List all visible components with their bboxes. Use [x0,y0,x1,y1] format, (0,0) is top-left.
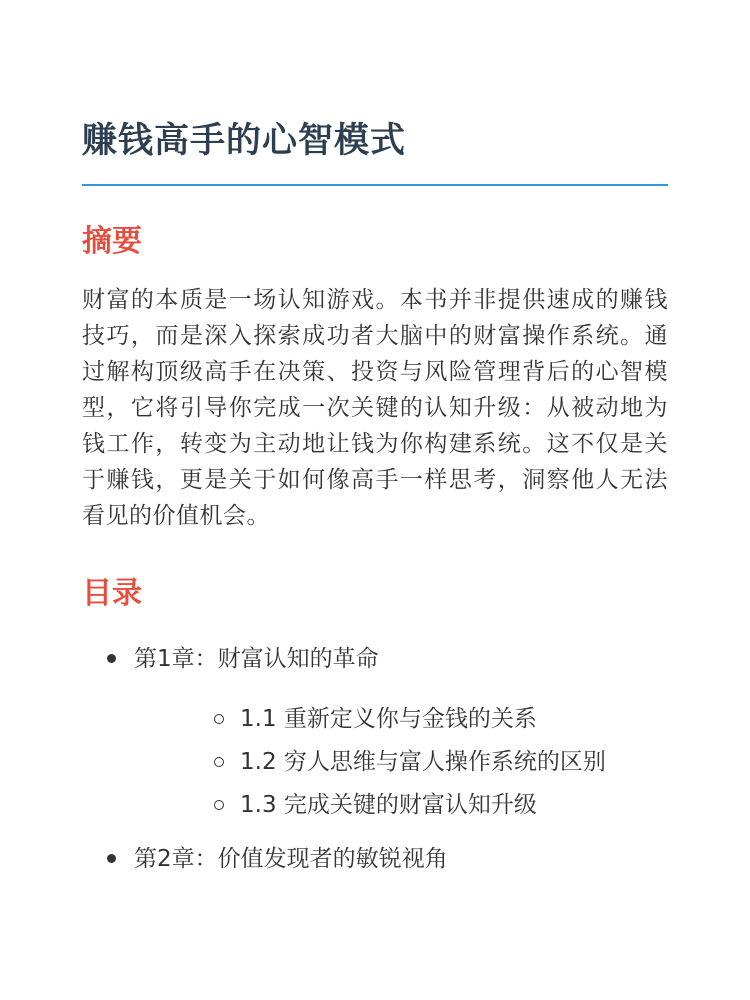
toc-section-1-1 [186,700,668,738]
abstract-text: 财富的本质是一场认知游戏。本书并非提供速成的赚钱技巧，而是深入探索成功者大脑中的财富操作系统。通过解构顶级高手在决策、投资与风险管理背后的心智模型，它将引导你完成一次关键的认知升级：从被动地为钱工作，转变为主动地让钱为你构建系统。这不仅是关于赚钱，更是关于如何像高手一样思考，洞察他人无法看见的价值机会。 [82,287,668,529]
bullet-circle-icon [214,800,224,810]
abstract-heading: 摘要 [82,224,142,259]
toc-section-1-2 [186,743,668,781]
bullet-circle-icon [214,757,224,767]
toc-heading: 目录 [82,576,142,611]
chapter-label: 第1章：财富认知的革命 [134,646,379,672]
toc-chapter-1 [82,642,668,824]
section-label: 1.2 穷人思维与富人操作系统的区别 [240,749,606,775]
bullet-dot-icon [107,654,116,663]
document-title: 赚钱高手的心智模式 [82,121,407,161]
toc-section-list [134,700,668,824]
title-divider [82,184,668,186]
chapter-label: 第2章：价值发现者的敏锐视角 [134,846,448,872]
toc-chapter-2 [82,842,668,876]
bullet-circle-icon [214,714,224,724]
section-label: 1.3 完成关键的财富认知升级 [240,792,537,818]
bullet-dot-icon [107,854,116,863]
section-label: 1.1 重新定义你与金钱的关系 [240,706,537,732]
toc-section-1-3 [186,786,668,824]
toc-chapter-list [82,642,668,876]
